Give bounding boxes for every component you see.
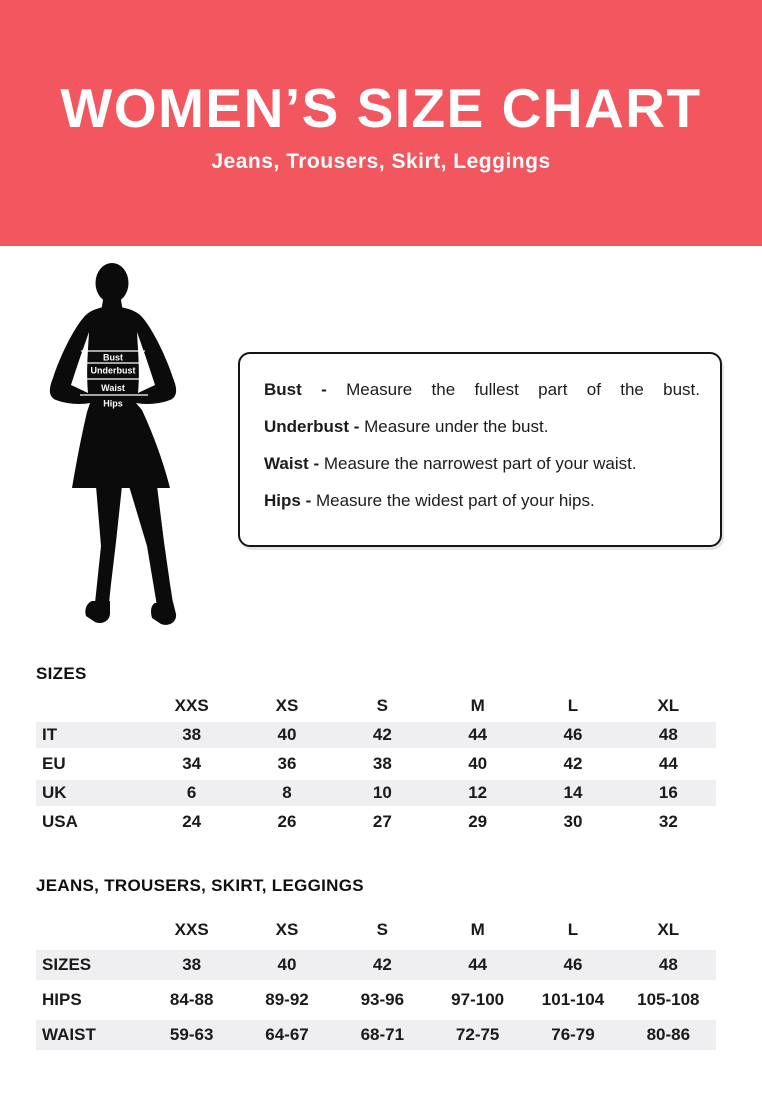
size-cell: 46 — [563, 955, 583, 974]
size-cell: 36 — [277, 754, 297, 773]
measurement-term: Waist — [264, 454, 309, 473]
size-cell: 26 — [277, 812, 297, 831]
row-label: USA — [42, 812, 78, 831]
size-cell: 89-92 — [265, 990, 309, 1009]
measurement-term: Bust — [264, 380, 302, 399]
figure-section — [0, 246, 762, 656]
size-cell: 16 — [658, 783, 678, 802]
table-row-waist — [36, 1020, 716, 1050]
column-header-xxs: XXS — [174, 696, 209, 715]
column-header-s: S — [376, 920, 388, 939]
column-header-row — [36, 915, 716, 945]
measurement-desc: Measure the widest part of your hips. — [315, 491, 595, 510]
row-label: HIPS — [42, 990, 82, 1009]
column-header-blank — [36, 915, 144, 945]
column-header-s: S — [376, 696, 388, 715]
dash-separator: - — [353, 417, 360, 436]
column-header-xl: XL — [657, 696, 680, 715]
bust-band-label: Bust — [103, 352, 123, 363]
column-header-xs: XS — [275, 696, 299, 715]
size-cell: 44 — [658, 754, 678, 773]
woman-silhouette-figure — [30, 250, 200, 630]
table-row-it — [36, 722, 716, 748]
size-cell: 14 — [563, 783, 583, 802]
column-header-l: L — [567, 920, 579, 939]
size-cell: 34 — [182, 754, 202, 773]
measurement-line-waist — [264, 452, 700, 476]
measurement-term: Underbust — [264, 417, 349, 436]
hips-band-label: Hips — [103, 398, 123, 409]
size-cell: 44 — [468, 955, 488, 974]
row-label: UK — [42, 783, 67, 802]
size-cell: 93-96 — [360, 990, 405, 1009]
column-header-m: M — [470, 920, 485, 939]
table-row-sizes — [36, 950, 716, 980]
size-cell: 29 — [468, 812, 488, 831]
table-row-usa — [36, 809, 716, 835]
sizes-table-title: SIZES — [36, 664, 87, 683]
size-cell: 38 — [182, 725, 202, 744]
size-cell: 38 — [372, 754, 392, 773]
size-cell: 105-108 — [637, 990, 700, 1009]
column-header-row — [36, 693, 716, 719]
dash-separator: - — [305, 491, 312, 510]
woman-silhouette-icon — [30, 250, 200, 630]
size-cell: 8 — [282, 783, 292, 802]
size-cell: 101-104 — [541, 990, 605, 1009]
size-cell: 64-67 — [265, 1025, 309, 1044]
size-cell: 42 — [372, 725, 392, 744]
table-row-eu — [36, 751, 716, 777]
measurement-line-underbust — [264, 415, 700, 439]
column-header-m: M — [470, 696, 485, 715]
size-cell: 72-75 — [455, 1025, 500, 1044]
size-cell: 40 — [277, 725, 297, 744]
size-cell: 76-79 — [551, 1025, 595, 1044]
column-header-xxs: XXS — [174, 920, 209, 939]
size-cell: 10 — [372, 783, 392, 802]
row-label: EU — [42, 754, 66, 773]
size-cell: 84-88 — [169, 990, 214, 1009]
measurement-term: Hips — [264, 491, 301, 510]
column-header-blank — [36, 693, 144, 719]
size-cell: 42 — [563, 754, 583, 773]
size-cell: 42 — [372, 955, 392, 974]
bottoms-table-title: JEANS, TROUSERS, SKIRT, LEGGINGS — [36, 876, 364, 895]
size-cell: 6 — [186, 783, 197, 802]
measurement-guide-box — [238, 352, 722, 547]
row-label: IT — [42, 725, 58, 744]
size-cell: 44 — [468, 725, 488, 744]
row-label: WAIST — [42, 1025, 96, 1044]
size-cell: 12 — [468, 783, 488, 802]
table-row-hips — [36, 985, 716, 1015]
size-cell: 38 — [182, 955, 202, 974]
size-cell: 80-86 — [646, 1025, 691, 1044]
column-header-l: L — [567, 696, 579, 715]
measurement-desc: Measure the narrowest part of your waist. — [323, 454, 637, 473]
size-cell: 97-100 — [451, 990, 505, 1009]
page-title: WOMEN’S SIZE CHART — [60, 76, 702, 139]
header-banner — [0, 0, 762, 246]
size-cell: 48 — [658, 955, 678, 974]
column-header-xl: XL — [657, 920, 680, 939]
size-cell: 40 — [277, 955, 297, 974]
size-cell: 40 — [468, 754, 488, 773]
size-cell: 30 — [563, 812, 583, 831]
table-row-uk — [36, 780, 716, 806]
row-label: SIZES — [42, 955, 92, 974]
tables-section — [0, 656, 762, 1055]
size-cell: 59-63 — [169, 1025, 214, 1044]
measurement-desc: Measure the fullest part of the bust. — [346, 380, 701, 399]
page-subtitle: Jeans, Trousers, Skirt, Leggings — [211, 149, 551, 173]
size-cell: 27 — [372, 812, 392, 831]
size-cell: 68-71 — [360, 1025, 405, 1044]
size-cell: 48 — [658, 725, 678, 744]
dash-separator: - — [321, 380, 327, 399]
bottoms-table — [36, 910, 716, 1055]
waist-band-label: Waist — [101, 383, 125, 393]
size-cell: 46 — [563, 725, 583, 744]
size-cell: 32 — [658, 812, 678, 831]
measurement-line-bust — [264, 378, 700, 402]
measurement-line-hips — [264, 489, 700, 513]
size-cell: 24 — [182, 812, 202, 831]
column-header-xs: XS — [275, 920, 299, 939]
sizes-table — [36, 690, 716, 838]
underbust-band-label: Underbust — [90, 365, 136, 376]
measurement-desc: Measure under the bust. — [364, 417, 549, 436]
dash-separator: - — [313, 454, 320, 473]
